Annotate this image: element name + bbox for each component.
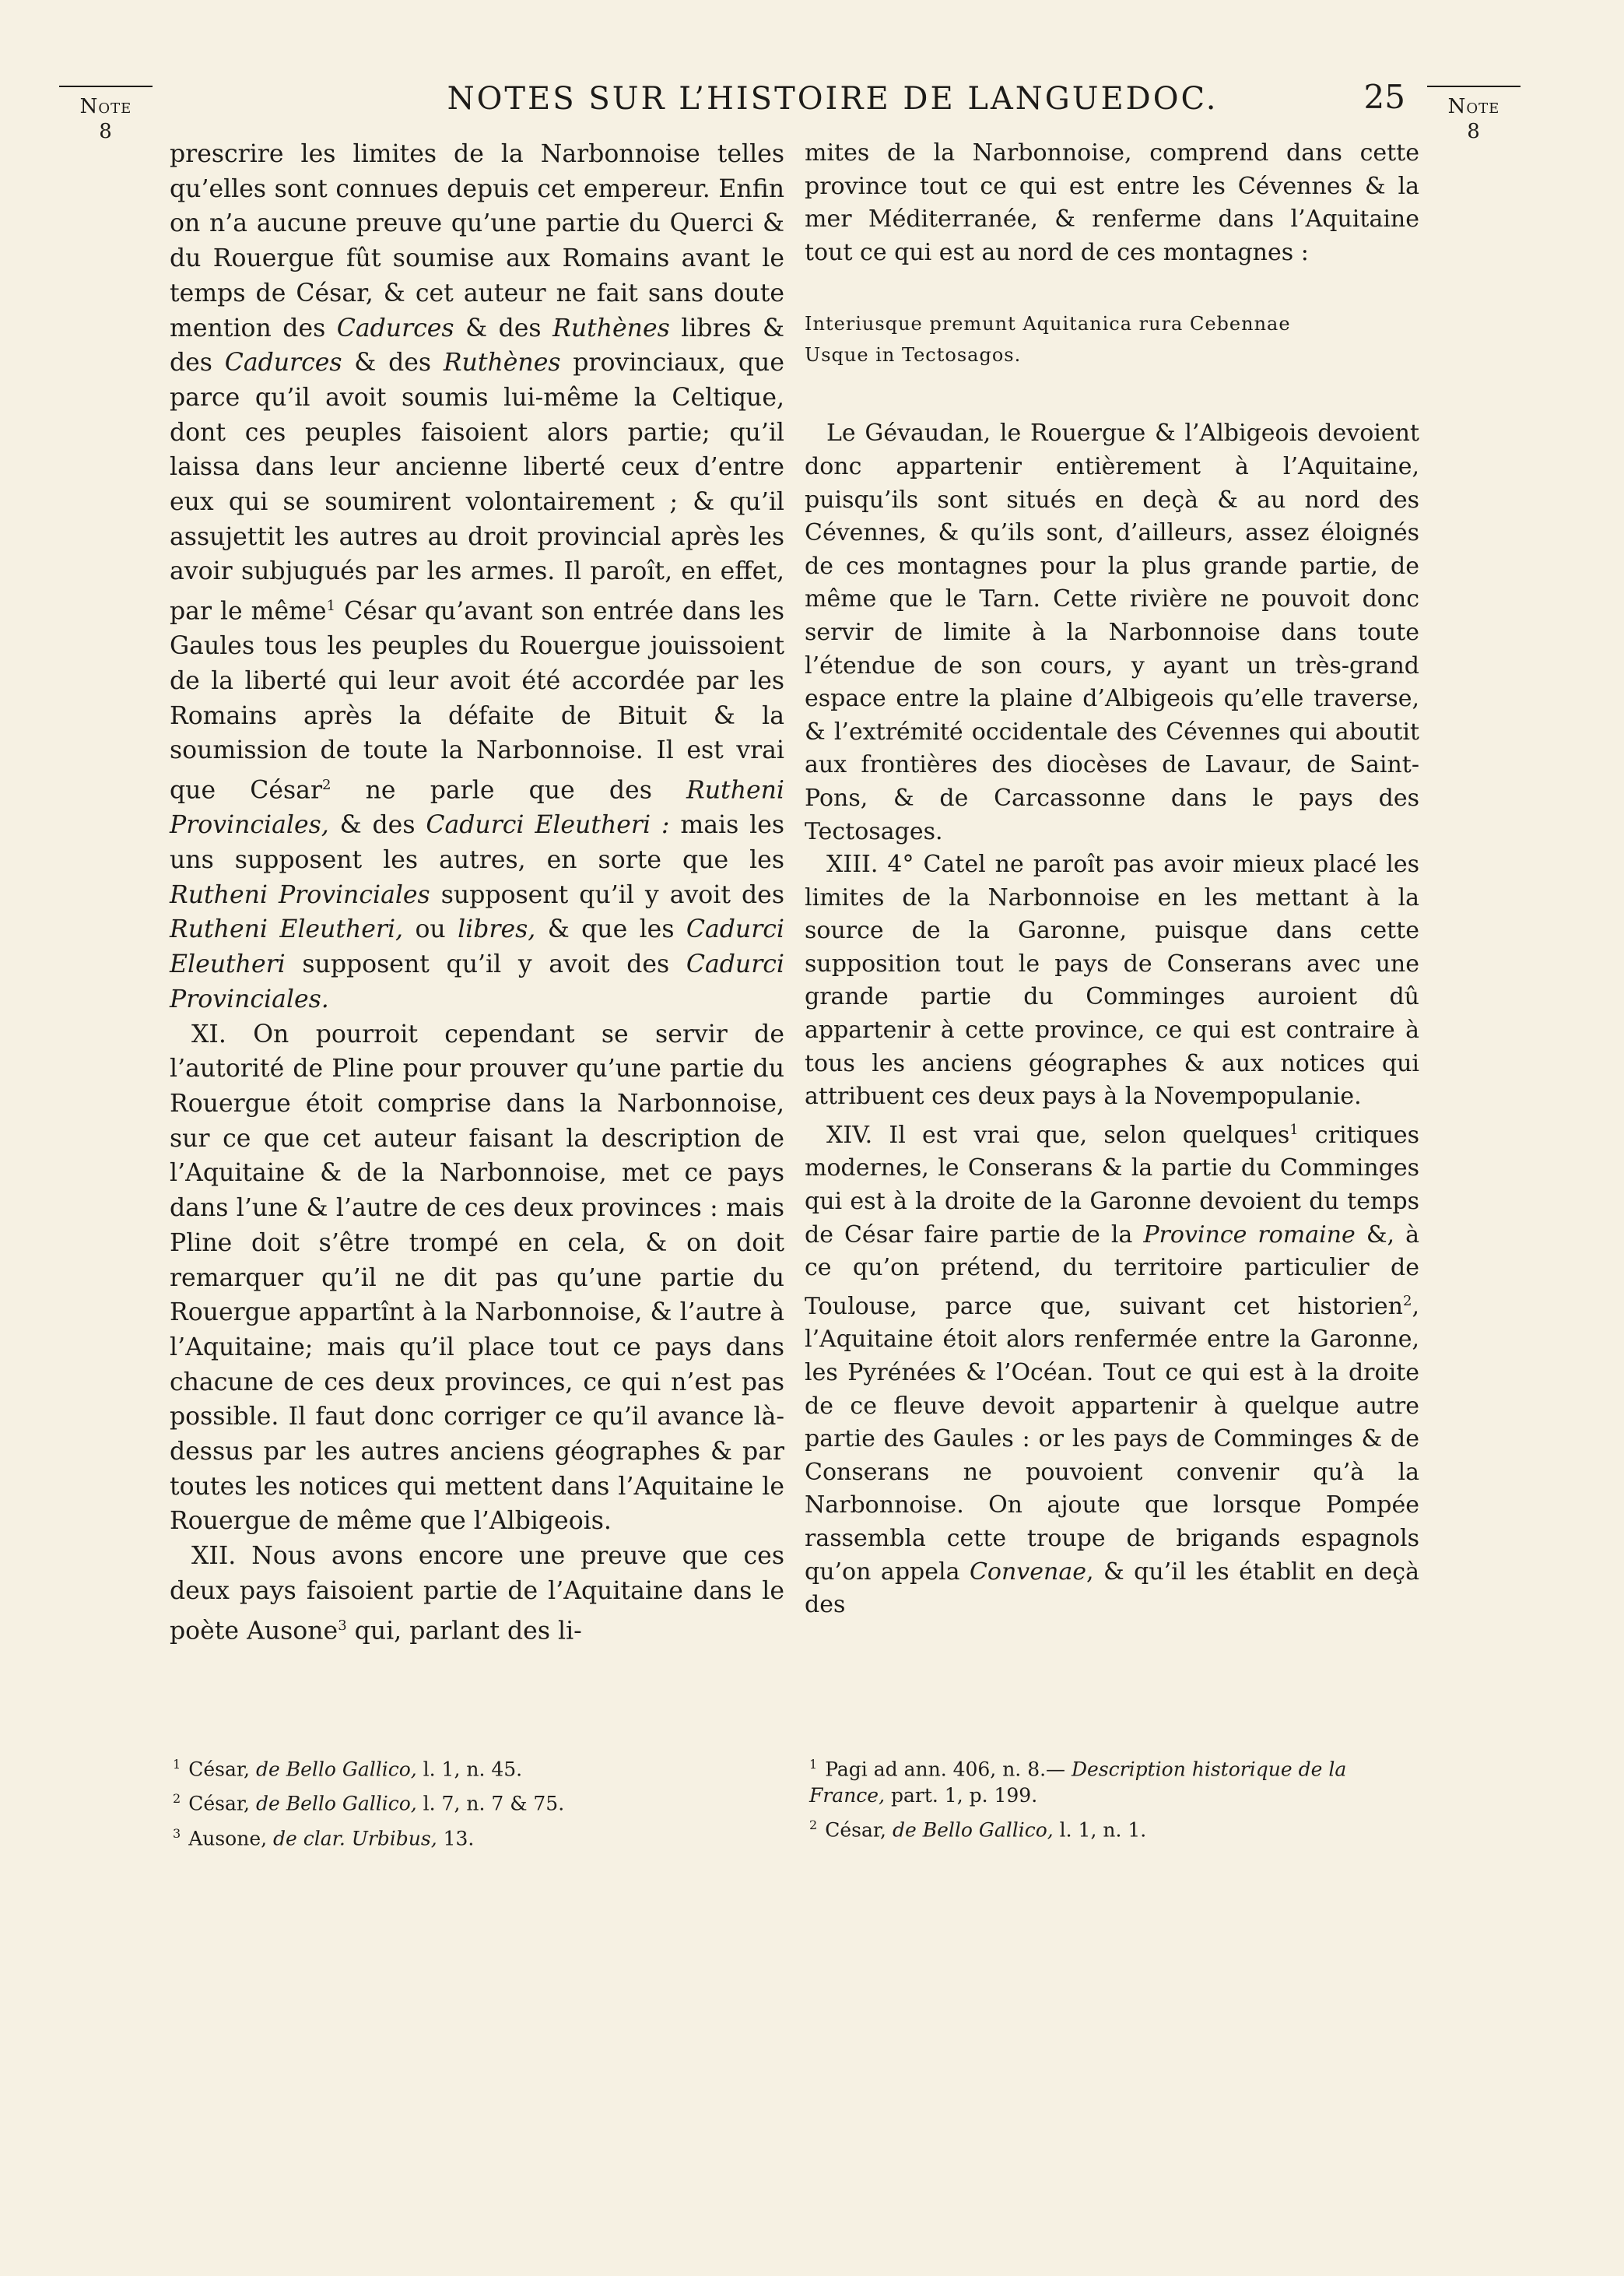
italic-term: Cadurci Provinciales. bbox=[170, 950, 784, 1013]
italic-term: Cadurces bbox=[336, 314, 454, 342]
paragraph-section-xii: XII. Nous avons encore une preuve que ces deux pays faisoient partie de l’Aquitaine dans le poète Ausone$^3$ qui, parlant des li- bbox=[170, 1542, 784, 1646]
margin-note-label: Note bbox=[79, 95, 132, 118]
page-number: 25 bbox=[1363, 78, 1405, 116]
italic-term: Cadurci Eleutheri : bbox=[426, 811, 670, 840]
margin-note-right bbox=[1427, 86, 1521, 143]
margin-note-number: 8 bbox=[1467, 120, 1481, 143]
italic-term: Convenae bbox=[969, 1558, 1086, 1586]
verse-line: Usque in Tectosagos. bbox=[805, 344, 1022, 367]
paragraph-section-xiii: XIII. 4° Catel ne paroît pas avoir mieux placé les limites de la Narbonnoise en les mettant à la source de la Garonne, puisque dans cette supposition tout le pays de Conserans avec une grande partie du Comminges auroient dû appartenir à cette province, ce qui est contraire à tous les anciens géographes & aux notices qui attribuent ces deux pays à la Novempopulanie. bbox=[805, 851, 1419, 1111]
italic-term: Province romaine bbox=[1143, 1221, 1356, 1249]
paragraph-gevaudan: Le Gévaudan, le Rouergue & l’Albigeois devoient donc appartenir entièrement à l’Aquitaine, puisqu’ils sont situés en deçà & au nord des Cévennes, & qu’ils sont, d’ailleurs, assez éloignés de ces montagnes pour la plus grande partie, de même que le Tarn. Cette rivière ne pouvoit donc servir de limite à la Narbonnoise dans toute l’étendue de son cours, y ayant un très-grand espace entre la plaine d’Albigeois qu’elle traverse, & l’extrémité occidentale des Cévennes qui aboutit aux frontières des diocèses de Lavaur, de Saint-Pons, & de Carcassonne dans le pays des Tectosages. bbox=[805, 420, 1419, 845]
italic-term: de clar. Urbibus, bbox=[273, 1826, 437, 1849]
paragraph-continuation: prescrire les limites de la Narbonnoise telles qu’elles sont connues depuis cet empereur. Enfin on n’a aucune preuve qu’une partie du Querci & du Rouergue fût soumise aux Romains avant le temps de César, & cet auteur ne fait sans doute mention des Cadurces & des Ruthènes libres & des Cadurces & des Ruthènes provinciaux, que parce qu’il avoit soumis lui-même la Celtique, dont ces peuples faisoient alors partie; qu’il laissa dans leur ancienne liberté ceux d’entre eux qui se soumirent volontairement ; & qu’il assujettit les autres au droit provincial après les avoir subjugués par les armes. Il paroît, en effet, par le même$^1$ César qu’avant son entrée dans les Gaules tous les peuples du Rouergue jouissoient de la liberté qui leur avoit été accordée par les Romains après la défaite de Bituit & la soumission de toute la Narbonnoise. Il est vrai que César$^2$ ne parle que des Rutheni Provinciales, & des Cadurci Eleutheri : mais les uns supposent les autres, en sorte que les Rutheni Provinciales supposent qu’il y avoit des Rutheni Eleutheri, ou libres, & que les Cadurci Eleutheri supposent qu’il y avoit des Cadurci Provinciales. bbox=[170, 140, 784, 1013]
italic-term: de Bello Gallico, bbox=[892, 1818, 1054, 1842]
footnote-marker: 1 bbox=[1289, 1121, 1299, 1138]
running-title: NOTES SUR L’HISTOIRE DE LANGUEDOC. bbox=[447, 81, 1219, 117]
margin-note-label: Note bbox=[1447, 95, 1500, 118]
verse-line: Interiusque premunt Aquitanica rura Cebennae bbox=[805, 313, 1291, 335]
margin-note-left bbox=[59, 86, 153, 143]
paragraph-continuation: mites de la Narbonnoise, comprend dans cette province tout ce qui est entre les Cévennes & la mer Méditerranée, & renferme dans l’Aquitaine tout ce qui est au nord de ces montagnes : bbox=[805, 139, 1419, 266]
italic-term: Rutheni Provinciales, bbox=[170, 776, 784, 840]
margin-rule bbox=[1427, 86, 1521, 87]
footnote: $^2$ César, de Bello Gallico, l. 1, n. 1. bbox=[809, 1818, 1147, 1842]
footnote: $^1$ Pagi ad ann. 406, n. 8.— Description historique de la France, part. 1, p. 199. bbox=[809, 1757, 1347, 1807]
footnote-marker: 1 bbox=[326, 598, 336, 615]
footnote-number: 1 bbox=[173, 1757, 181, 1772]
footnote-number: 2 bbox=[809, 1818, 818, 1833]
italic-term: libres, bbox=[458, 915, 536, 944]
paragraph-section-xi: XI. On pourroit cependant se servir de l’autorité de Pline pour prouver qu’une partie du Rouergue étoit comprise dans la Narbonnoise, sur ce que cet auteur faisant la description de l’Aquitaine & de la Narbonnoise, met ce pays dans l’une & l’autre de ces deux provinces : mais Pline doit s’être trompé en cela, & on doit remarquer qu’il ne dit pas qu’une partie du Rouergue appartînt à la Narbonnoise, & l’autre à l’Aquitaine; mais qu’il place tout ce pays dans chacune de ces deux provinces, ce qui n’est pas possible. Il faut donc corriger ce qu’il avance là-dessus par les autres anciens géographes & par toutes les notices qui mettent dans l’Aquitaine le Rouergue de même que l’Albigeois. bbox=[170, 1020, 784, 1536]
footnote-marker: 3 bbox=[338, 1617, 347, 1634]
footnote: $^1$ César, de Bello Gallico, l. 1, n. 45. bbox=[173, 1757, 523, 1781]
footnote-number: 3 bbox=[173, 1825, 181, 1841]
margin-rule bbox=[59, 86, 153, 87]
italic-term: de Bello Gallico, bbox=[255, 1758, 417, 1781]
italic-term: Rutheni Provinciales bbox=[170, 880, 430, 909]
footnotes-right bbox=[809, 1751, 1424, 1847]
italic-term: Rutheni Eleutheri, bbox=[170, 915, 404, 944]
italic-term: Cadurci Eleutheri bbox=[170, 915, 784, 979]
paragraph-section-xiv: XIV. Il est vrai que, selon quelques$^1$ critiques modernes, le Conserans & la partie du Comminges qui est à la droite de la Garonne devoient du temps de César faire partie de la Province romaine &, à ce qu’on prétend, du territoire particulier de Toulouse, parce que, suivant cet historien$^2$, l’Aquitaine étoit alors renfermée entre la Garonne, les Pyrénées & l’Océan. Tout ce qui est à la droite de ce fleuve devoit appartenir à quelque autre partie des Gaules : or les pays de Comminges & de Conserans ne pouvoient convenir qu’à la Narbonnoise. On ajoute que lorsque Pompée rassembla cette troupe de brigands espagnols qu’on appela Convenae, & qu’il les établit en deçà des bbox=[805, 1121, 1419, 1619]
margin-note-number: 8 bbox=[99, 120, 113, 143]
italic-term: Ruthènes bbox=[443, 349, 561, 378]
footnote-number: 1 bbox=[809, 1757, 818, 1772]
left-column bbox=[170, 137, 784, 1649]
footnote: $^3$ Ausone, de clar. Urbibus, 13. bbox=[173, 1825, 475, 1849]
italic-term: Cadurces bbox=[224, 349, 342, 378]
italic-term: de Bello Gallico, bbox=[255, 1792, 417, 1815]
footnotes-left bbox=[173, 1751, 764, 1855]
footnote: $^2$ César, de Bello Gallico, l. 7, n. 7 & 75. bbox=[173, 1791, 565, 1815]
footnote-number: 2 bbox=[173, 1791, 181, 1807]
italic-term: Description historique de la France, bbox=[809, 1758, 1347, 1807]
latin-verse-quote bbox=[805, 308, 1419, 371]
footnote-marker: 2 bbox=[322, 777, 331, 794]
right-column bbox=[805, 137, 1419, 1622]
footnote-marker: 2 bbox=[1403, 1292, 1412, 1309]
italic-term: Ruthènes bbox=[552, 314, 670, 342]
